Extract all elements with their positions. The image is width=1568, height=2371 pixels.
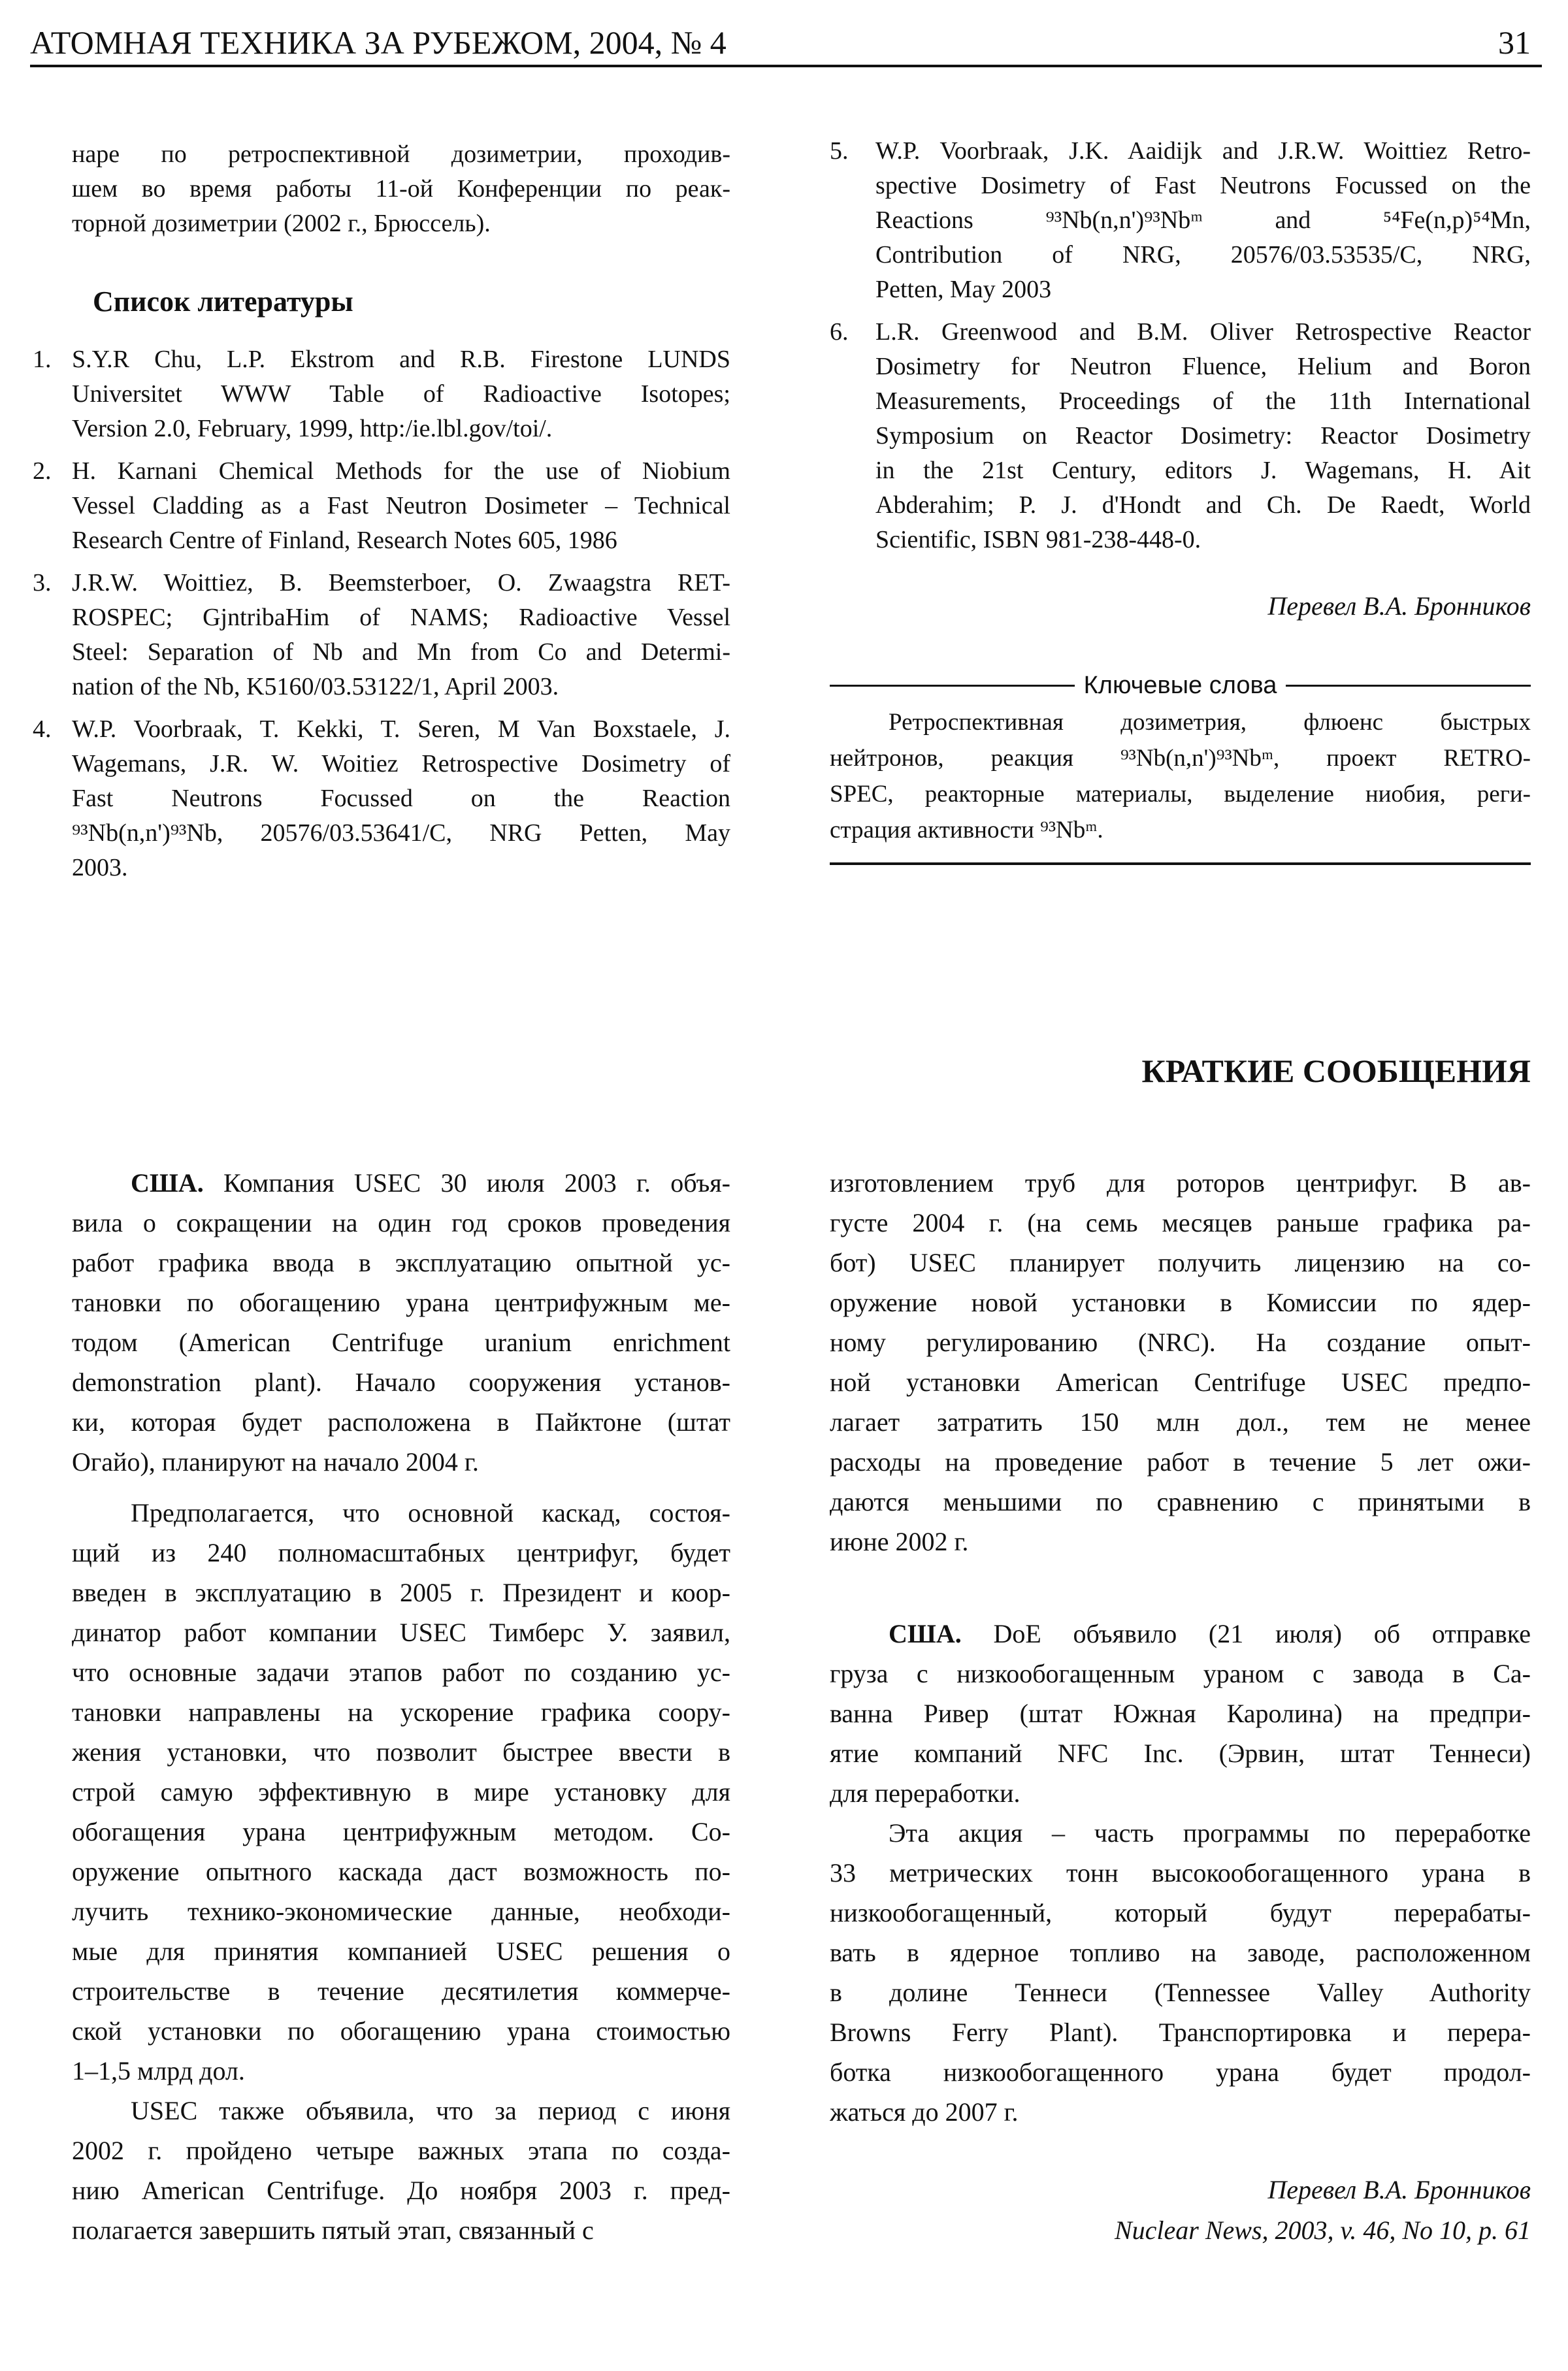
news-paragraph <box>72 1163 730 1482</box>
news-right-continued <box>830 1163 1531 1562</box>
intro-paragraph <box>72 137 730 241</box>
text-line: Contribution of NRG, 20576/03.53535/C, NRG, <box>875 241 1531 269</box>
text-line: тановки по обогащению урана центрифужным ме- <box>72 1288 730 1317</box>
text-line: работ графика ввода в эксплуатацию опытной ус- <box>72 1248 730 1277</box>
text-line: ванна Ривер (штат Южная Каролина) на предпри- <box>830 1699 1531 1728</box>
text-line: 2003. <box>72 854 128 881</box>
line-text: Компания USEC 30 июля 2003 г. объя- <box>203 1168 730 1198</box>
text-line: тановки направлены на ускорение графика соору- <box>72 1697 730 1727</box>
text-line: Предполагается, что основной каскад, состоя- <box>131 1498 730 1528</box>
header-rule <box>30 65 1542 67</box>
reference-item <box>33 342 730 446</box>
text-line: Symposium on Reactor Dosimetry: Reactor Dosimetry <box>875 422 1531 450</box>
text-line: Browns Ferry Plant). Транспортировка и перера- <box>830 2018 1531 2047</box>
text-line: Universitet WWW Table of Radioactive Isotopes; <box>72 380 730 408</box>
text-line: 33 метрических тонн высокообогащенного урана в <box>830 1858 1531 1888</box>
text-line: наре по ретроспективной дозиметрии, проходив- <box>72 140 730 168</box>
text-line: полагается завершить пятый этап, связанный с <box>72 2216 594 2245</box>
text-line: вать в ядерное топливо на заводе, расположенном <box>830 1938 1531 1967</box>
text-line <box>830 1614 1531 1654</box>
text-line: ской установки по обогащению урана стоимостью <box>72 2016 730 2046</box>
text-line: Ретроспективная дозиметрия, флюенс быстрых <box>889 709 1531 736</box>
text-line: тодом (American Centrifuge uranium enrichment <box>72 1328 730 1357</box>
text-line: ной установки American Centrifuge USEC предпо- <box>830 1367 1531 1397</box>
reference-number: 5. <box>830 137 849 165</box>
text-line: 2002 г. пройдено четыре важных этапа по созда- <box>72 2136 730 2165</box>
text-line: строительстве в течение десятилетия коммерче- <box>72 1976 730 2006</box>
text-line: строй самую эффективную в мире установку для <box>72 1777 730 1807</box>
text-line: обогащения урана центрифужным методом. Со- <box>72 1817 730 1846</box>
text-line: USEC также объявила, что за период с июня <box>131 2096 730 2125</box>
text-line: W.P. Voorbraak, J.K. Aaidijk and J.R.W. Woittiez Retro- <box>875 137 1531 165</box>
text-line: нию American Centrifuge. До ноября 2003 г. пред- <box>72 2176 730 2205</box>
text-line <box>72 1163 730 1203</box>
keywords-bottom-rule <box>830 862 1531 865</box>
text-line: Vessel Cladding as a Fast Neutron Dosimeter – Technical <box>72 492 730 519</box>
text-line: щий из 240 полномасштабных центрифуг, будет <box>72 1538 730 1567</box>
text-line: что основные задачи этапов работ по созданию ус- <box>72 1658 730 1687</box>
source-citation: Nuclear News, 2003, v. 46, No 10, p. 61 <box>1114 2216 1531 2245</box>
text-line: введен в эксплуатацию в 2005 г. Президент и коор- <box>72 1578 730 1607</box>
text-line: Fast Neutrons Focussed on the Reaction <box>72 785 730 812</box>
text-line: жения установки, что позволит быстрее ввести в <box>72 1737 730 1767</box>
reference-item <box>830 134 1531 307</box>
text-line: шем во время работы 11-ой Конференции по реак- <box>72 175 730 203</box>
text-line: нейтронов, реакция ⁹³Nb(n,n')⁹³Nbᵐ, проект RETRO- <box>830 745 1531 772</box>
text-line: nation of the Nb, K5160/03.53122/1, April 2003. <box>72 673 559 700</box>
text-line: SPEC, реакторные материалы, выделение ниобия, реги- <box>830 781 1531 808</box>
journal-title: АТОМНАЯ ТЕХНИКА ЗА РУБЕЖОМ, 2004, № 4 <box>30 24 727 61</box>
text-line: июне 2002 г. <box>830 1527 969 1556</box>
text-line: мые для принятия компанией USEC решения о <box>72 1937 730 1966</box>
text-line: ятие компаний NFC Inc. (Эрвин, штат Теннеси) <box>830 1739 1531 1768</box>
text-line: лагает затратить 150 млн дол., тем не менее <box>830 1407 1531 1437</box>
text-line: расходы на проведение работ в течение 5 лет ожи- <box>830 1447 1531 1477</box>
text-line: 1–1,5 млрд дол. <box>72 2056 245 2085</box>
text-line: страция активности ⁹³Nbᵐ. <box>830 817 1103 843</box>
page-number: 31 <box>1498 24 1531 61</box>
reference-item <box>33 566 730 704</box>
text-line: Abderahim; P. J. d'Hondt and Ch. De Raedt, World <box>875 491 1531 519</box>
text-line: Scientific, ISBN 981-238-448-0. <box>875 526 1201 553</box>
references-heading: Список литературы <box>93 286 353 318</box>
keywords-title-bar <box>830 672 1531 700</box>
reference-item <box>33 712 730 885</box>
text-line: лучить технико-экономические данные, необходи- <box>72 1897 730 1926</box>
text-line: динатор работ компании USEC Тимберс У. заявил, <box>72 1618 730 1647</box>
reference-number: 3. <box>33 569 52 597</box>
text-line: изготовлением труб для роторов центрифуг. В ав- <box>830 1168 1531 1198</box>
text-line: оружение опытного каскада даст возможность по- <box>72 1857 730 1886</box>
text-line: оружение новой установки в Комиссии по ядер- <box>830 1288 1531 1317</box>
translator-credit-2: Перевел В.А. Бронников <box>1267 2175 1531 2204</box>
lead-label: США. <box>889 1619 962 1648</box>
text-line: Research Centre of Finland, Research Notes 605, 1986 <box>72 527 617 554</box>
text-line: Steel: Separation of Nb and Mn from Co and Determi- <box>72 638 730 666</box>
text-line: торной дозиметрии (2002 г., Брюссель). <box>72 210 491 237</box>
text-line: ботка низкообогащенного урана будет продол- <box>830 2057 1531 2087</box>
text-line: Reactions ⁹³Nb(n,n')⁹³Nbᵐ and ⁵⁴Fe(n,p)⁵⁴Mn, <box>875 206 1531 234</box>
lead-label: США. <box>131 1168 204 1198</box>
text-line: вила о сокращении на один год сроков проведения <box>72 1208 730 1237</box>
news-paragraph <box>830 1614 1531 1813</box>
text-line: даются меньшими по сравнению с принятыми в <box>830 1487 1531 1516</box>
text-line: бот) USEC планирует получить лицензию на со- <box>830 1248 1531 1277</box>
reference-item <box>33 454 730 558</box>
text-line: низкообогащенный, который будут перерабаты- <box>830 1898 1531 1927</box>
divider <box>1286 685 1531 687</box>
text-line: spective Dosimetry of Fast Neutrons Focussed on the <box>875 172 1531 199</box>
text-line: J.R.W. Woittiez, B. Beemsterboer, O. Zwaagstra RET- <box>72 569 730 597</box>
text-line: in the 21st Century, editors J. Wagemans, H. Ait <box>875 457 1531 484</box>
news-left-column <box>72 1163 730 2250</box>
text-line: Petten, May 2003 <box>875 276 1052 303</box>
line-text: DoE объявило (21 июля) об отправке <box>961 1619 1531 1648</box>
references-left <box>33 342 730 893</box>
text-line: ROSPEC; GjntribaHim of NAMS; Radioactive Vessel <box>72 604 730 631</box>
text-line: жаться до 2007 г. <box>830 2097 1019 2127</box>
text-line: Dosimetry for Neutron Fluence, Helium and Boron <box>875 353 1531 380</box>
text-line: для переработки. <box>830 1778 1021 1808</box>
text-line: ному регулированию (NRC). На создание опыт- <box>830 1328 1531 1357</box>
references-right <box>830 134 1531 565</box>
news-paragraph <box>72 2091 730 2250</box>
text-line: ки, которая будет расположена в Пайктоне (штат <box>72 1407 730 1437</box>
reference-item <box>830 315 1531 557</box>
text-line: Эта акция – часть программы по переработке <box>889 1818 1531 1848</box>
text-line: Measurements, Proceedings of the 11th International <box>875 387 1531 415</box>
keywords-title: Ключевые слова <box>1083 672 1277 699</box>
reference-number: 1. <box>33 346 52 373</box>
reference-number: 4. <box>33 715 52 743</box>
text-line: Version 2.0, February, 1999, http:/ie.lbl.gov/toi/. <box>72 415 553 442</box>
text-line: Wagemans, J.R. W. Woitiez Retrospective Dosimetry of <box>72 750 730 777</box>
text-line: L.R. Greenwood and B.M. Oliver Retrospective Reactor <box>875 318 1531 346</box>
text-line: груза с низкообогащенным ураном с завода в Са- <box>830 1659 1531 1688</box>
keywords-text <box>830 704 1531 848</box>
text-line: Огайо), планируют на начало 2004 г. <box>72 1447 479 1477</box>
text-line: в долине Теннеси (Tennessee Valley Authority <box>830 1978 1531 2007</box>
reference-number: 2. <box>33 457 52 485</box>
translator-credit: Перевел В.А. Бронников <box>1267 591 1531 621</box>
text-line: H. Karnani Chemical Methods for the use of Niobium <box>72 457 730 485</box>
text-line: demonstration plant). Начало сооружения установ- <box>72 1367 730 1397</box>
news-paragraph <box>830 1813 1531 2132</box>
news-paragraph <box>72 1493 730 2091</box>
text-line: S.Y.R Chu, L.P. Ekstrom and R.B. Firestone LUNDS <box>72 346 730 373</box>
text-line: ⁹³Nb(n,n')⁹³Nb, 20576/03.53641/C, NRG Petten, May <box>72 819 730 847</box>
text-line: густе 2004 г. (на семь месяцев раньше графика ра- <box>830 1208 1531 1237</box>
news-right-column <box>830 1614 1531 2132</box>
section-title: КРАТКИЕ СООБЩЕНИЯ <box>1141 1053 1531 1089</box>
reference-number: 6. <box>830 318 849 346</box>
divider <box>830 685 1075 687</box>
text-line: W.P. Voorbraak, T. Kekki, T. Seren, M Van Boxstaele, J. <box>72 715 730 743</box>
